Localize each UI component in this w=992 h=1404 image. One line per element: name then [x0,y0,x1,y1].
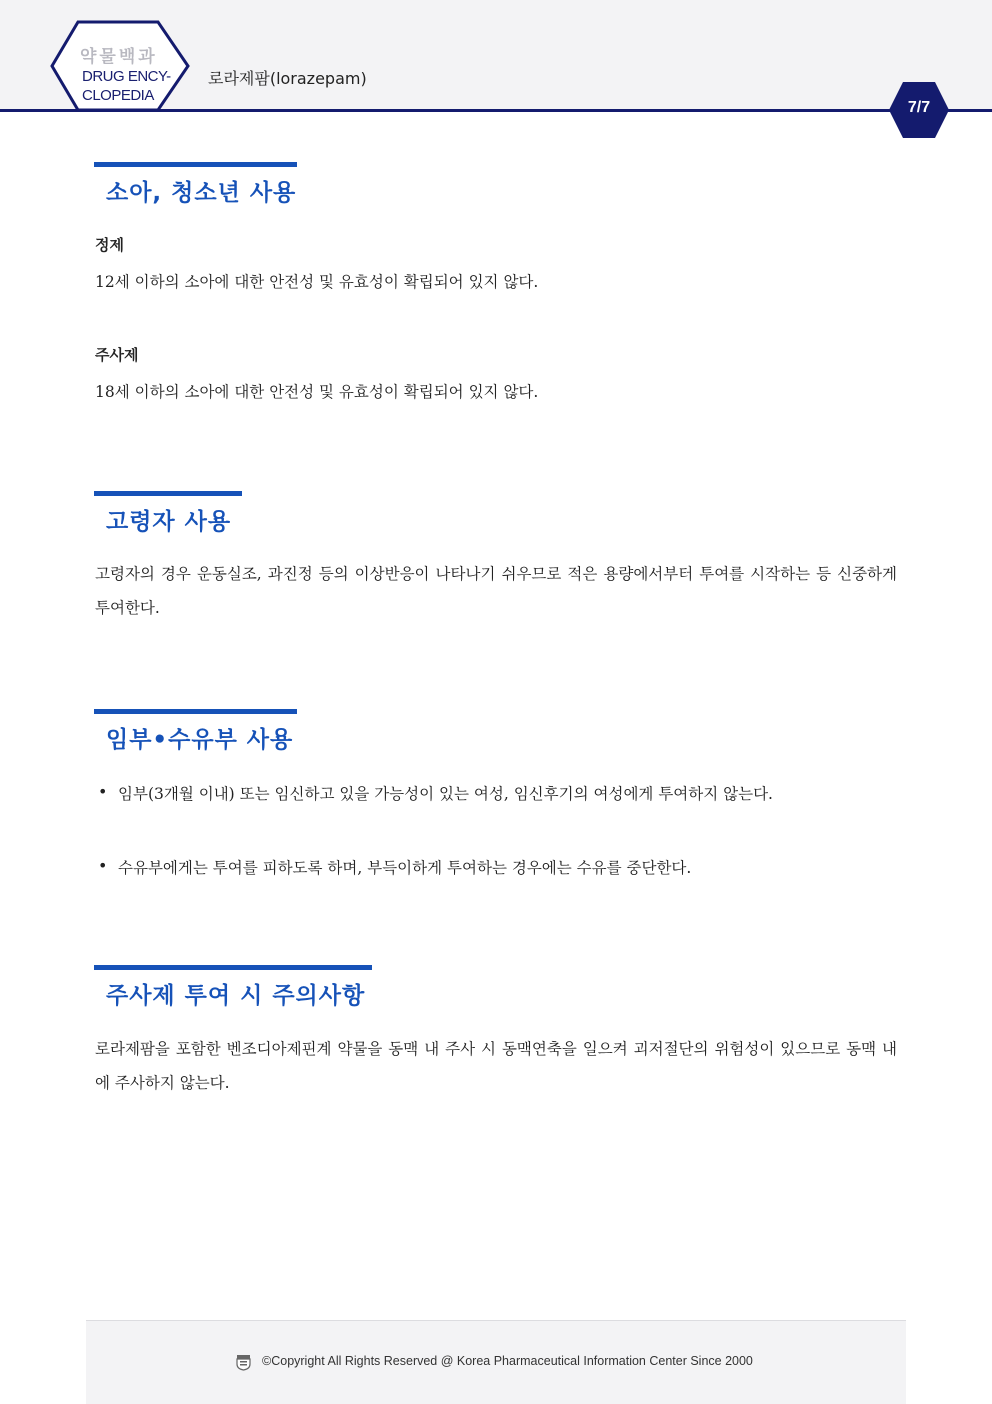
section-title-pregnancy: 임부•수유부 사용 [106,727,294,753]
footer-copyright: ©Copyright All Rights Reserved @ Korea Pharmaceutical Information Center Since 2000 [262,1354,753,1368]
bullet-item: 임부(3개월 이내) 또는 임신하고 있을 가능성이 있는 여성, 임신후기의 여성에게 투여하지 않는다. [118,785,773,803]
section-bar-pediatric [94,162,297,167]
section-title-elderly: 고령자 사용 [106,509,232,535]
section-bar-injection [94,965,372,970]
paragraph-injection-precautions: 로라제팜을 포함한 벤조디아제핀계 약물을 동맥 내 주사 시 동맥연축을 일으켜 괴저절단의 위험성이 있으므로 동맥 내에 주사하지 않는다. [95,1040,897,1092]
page-indicator: 7/7 [907,99,931,116]
section-title-pediatric: 소아, 청소년 사용 [106,180,297,206]
paragraph-elderly: 고령자의 경우 운동실조, 과진정 등의 이상반응이 나타나기 쉬우므로 적은 용량에서부터 투여를 시작하는 등 신중하게 투여한다. [95,565,897,617]
bullet-item: 수유부에게는 투여를 피하도록 하며, 부득이하게 투여하는 경우에는 수유를 중단한다. [118,859,692,877]
subheading-injection: 주사제 [95,346,139,364]
paragraph-injection: 18세 이하의 소아에 대한 안전성 및 유효성이 확립되어 있지 않다. [95,383,539,401]
logo-english-text [82,67,178,105]
section-bar-elderly [94,491,242,496]
drug-title: 로라제팜(lorazepam) [208,69,367,88]
paragraph-tablet: 12세 이하의 소아에 대한 안전성 및 유효성이 확립되어 있지 않다. [95,273,539,291]
institution-crest-icon [236,1354,251,1371]
bullet-marker: • [98,856,108,875]
logo-korean-text: 약물백과 [80,47,158,67]
logo-english-line2: CLOPEDIA [82,87,154,104]
logo-english-line1: DRUG ENCY- [82,68,171,85]
bullet-marker: • [98,782,108,801]
section-bar-pregnancy [94,709,297,714]
section-title-injection: 주사제 투여 시 주의사항 [106,983,366,1009]
subheading-tablet: 정제 [95,236,124,254]
